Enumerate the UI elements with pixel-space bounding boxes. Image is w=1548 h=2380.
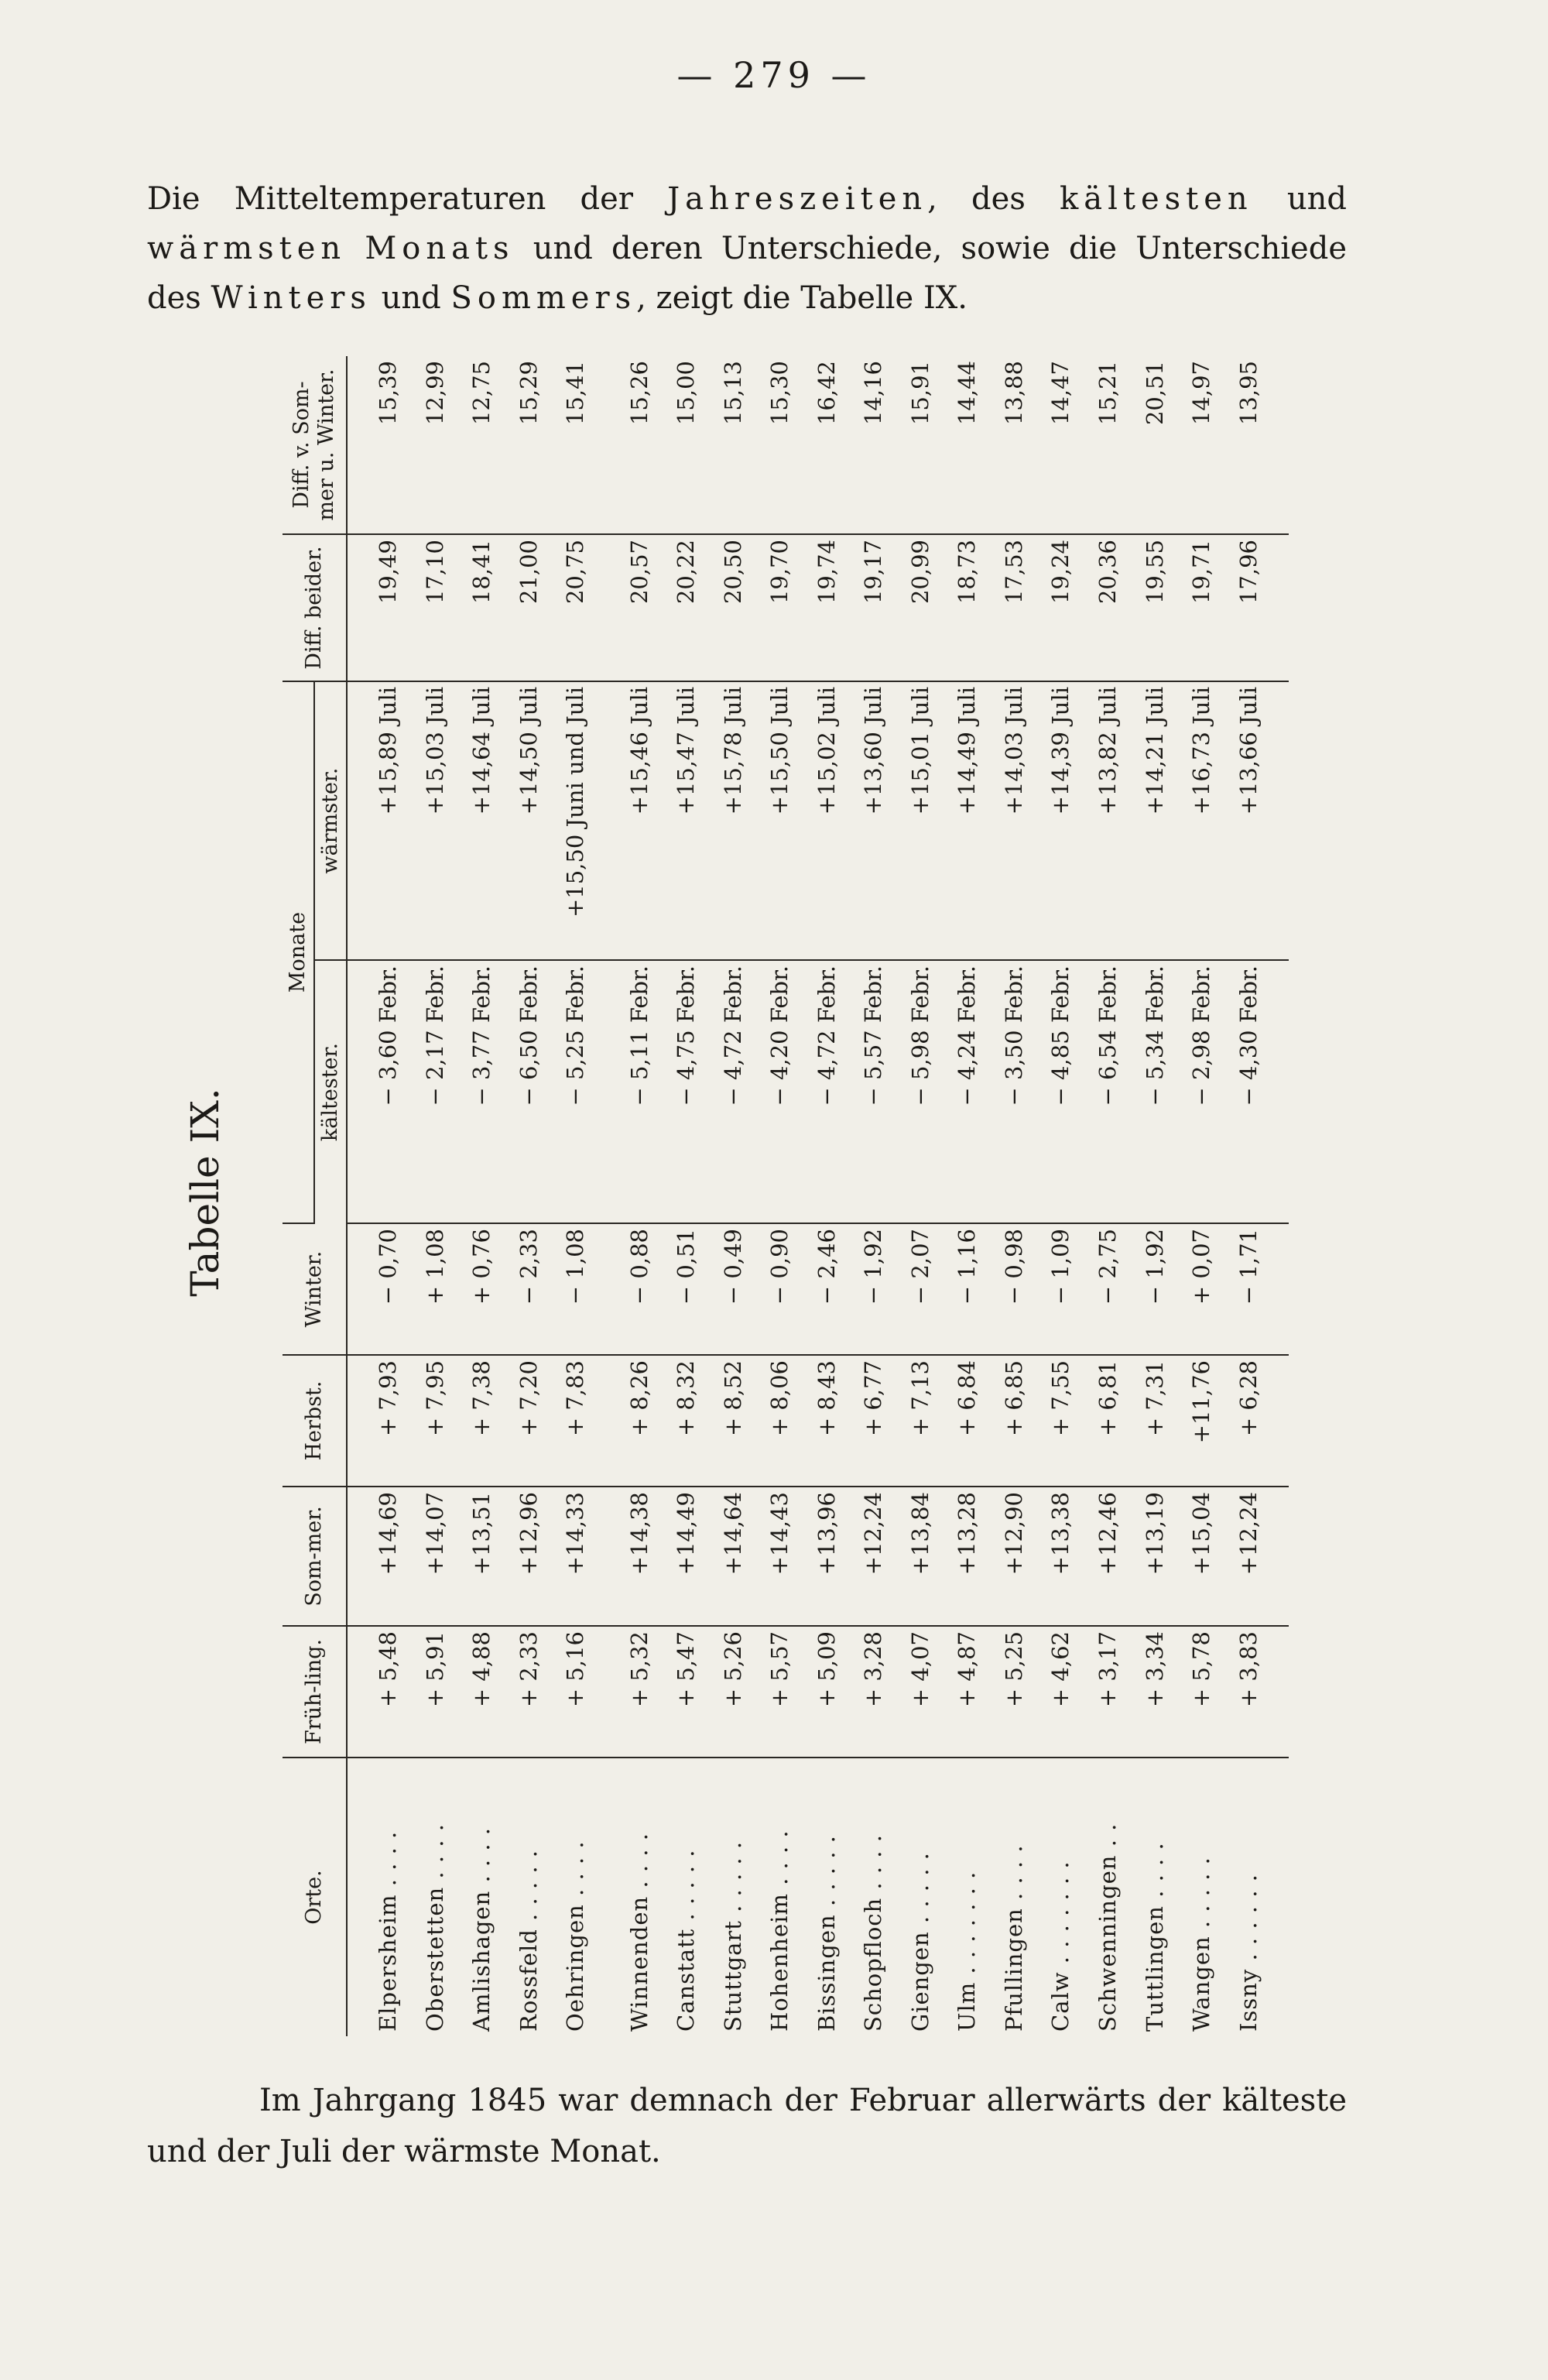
cell-waermster: +15,78 Juli: [710, 681, 757, 960]
cell-herbst: + 6,85: [991, 1355, 1038, 1487]
table-caption: Tabelle IX.: [183, 1088, 228, 1297]
cell-kaeltester: − 4,75 Febr.: [663, 960, 710, 1223]
cell-waermster: +14,49 Juli: [944, 681, 991, 960]
cell-herbst: + 7,93: [365, 1355, 412, 1487]
table-spacer-top: [347, 356, 365, 2036]
cell-fruehling: + 5,25: [991, 1626, 1038, 1758]
cell-diff: 17,96: [1224, 534, 1272, 681]
cell-fruehling: + 5,47: [663, 1626, 710, 1758]
cell-fruehling: + 5,32: [616, 1626, 663, 1758]
cell-waermster: +13,66 Juli: [1224, 681, 1272, 960]
closing-paragraph: [147, 2075, 1347, 2177]
intro-emph-sommers: Sommers: [450, 280, 637, 316]
cell-herbst: + 8,26: [616, 1355, 663, 1487]
cell-fruehling: + 4,88: [458, 1626, 505, 1758]
cell-kaeltester: − 5,25 Febr.: [552, 960, 599, 1223]
cell-herbst: + 6,81: [1084, 1355, 1132, 1487]
cell-ort: Rossfeld . . . . .: [515, 1850, 542, 2032]
table-row: [850, 356, 897, 2036]
cell-herbst: + 7,31: [1131, 1355, 1178, 1487]
cell-winter: − 0,49: [710, 1223, 757, 1355]
cell-ort: Oberstetten . . . .: [421, 1823, 448, 2032]
header-orte: Orte.: [283, 1758, 347, 2036]
cell-ort: Amlishagen . . . .: [468, 1827, 495, 2032]
cell-sommer: +14,69: [365, 1487, 412, 1626]
cell-winter: − 2,07: [897, 1223, 944, 1355]
cell-diff: 19,17: [850, 534, 897, 681]
cell-diff: 19,24: [1037, 534, 1084, 681]
cell-fruehling: + 5,91: [412, 1626, 459, 1758]
cell-ort: Pfullingen . . . .: [1000, 1844, 1027, 2032]
intro-text-2: , des: [927, 181, 1060, 217]
cell-ort: Winnenden . . . .: [625, 1833, 652, 2032]
cell-herbst: + 6,28: [1224, 1355, 1272, 1487]
cell-diff: 20,36: [1084, 534, 1132, 681]
cell-waermster: +14,21 Juli: [1131, 681, 1178, 960]
cell-diff: 20,50: [710, 534, 757, 681]
cell-sommer: +13,84: [897, 1487, 944, 1626]
cell-fruehling: + 4,07: [897, 1626, 944, 1758]
cell-ort: Schwenningen . .: [1094, 1823, 1121, 2032]
cell-diff-sw: 13,88: [991, 356, 1038, 534]
cell-waermster: +15,89 Juli: [365, 681, 412, 960]
cell-kaeltester: − 4,72 Febr.: [803, 960, 851, 1223]
cell-diff: 20,22: [663, 534, 710, 681]
cell-winter: − 1,92: [850, 1223, 897, 1355]
header-winter: Winter.: [283, 1223, 347, 1355]
intro-text-1: Die Mitteltemperaturen der: [147, 181, 668, 217]
table-row: [365, 356, 412, 2036]
cell-winter: − 0,70: [365, 1223, 412, 1355]
cell-diff: 20,75: [552, 534, 599, 681]
table-row: [1224, 356, 1272, 2036]
cell-ort: Tuttlingen . . . .: [1141, 1842, 1168, 2032]
cell-sommer: +12,96: [505, 1487, 553, 1626]
cell-winter: − 0,98: [991, 1223, 1038, 1355]
header-kaeltester: kältester.: [314, 960, 347, 1223]
table-row: [991, 356, 1038, 2036]
cell-fruehling: + 5,48: [365, 1626, 412, 1758]
cell-waermster: +14,39 Juli: [1037, 681, 1084, 960]
cell-kaeltester: − 5,98 Febr.: [897, 960, 944, 1223]
cell-waermster: +14,03 Juli: [991, 681, 1038, 960]
cell-herbst: + 8,52: [710, 1355, 757, 1487]
cell-fruehling: + 3,83: [1224, 1626, 1272, 1758]
cell-fruehling: + 5,09: [803, 1626, 851, 1758]
cell-diff: 18,41: [458, 534, 505, 681]
cell-waermster: +15,50 Juli: [756, 681, 803, 960]
cell-ort: Hohenheim . . . .: [766, 1830, 793, 2032]
cell-diff: 17,10: [412, 534, 459, 681]
cell-waermster: +15,03 Juli: [412, 681, 459, 960]
cell-winter: − 1,92: [1131, 1223, 1178, 1355]
table-rotator: [283, 356, 1289, 2036]
cell-kaeltester: − 4,24 Febr.: [944, 960, 991, 1223]
header-fruehling: Früh-ling.: [283, 1626, 347, 1758]
table-row: [552, 356, 599, 2036]
intro-text-7: , zeigt die Tabelle IX.: [636, 280, 968, 316]
cell-ort: Wangen . . . . .: [1188, 1857, 1215, 2032]
table-row: [458, 356, 505, 2036]
cell-kaeltester: − 5,57 Febr.: [850, 960, 897, 1223]
cell-sommer: +13,38: [1037, 1487, 1084, 1626]
cell-ort: Bissingen . . . . .: [813, 1835, 840, 2032]
cell-diff: 19,71: [1178, 534, 1225, 681]
cell-sommer: +13,19: [1131, 1487, 1178, 1626]
intro-paragraph: [147, 174, 1347, 323]
cell-sommer: +13,28: [944, 1487, 991, 1626]
cell-kaeltester: − 5,34 Febr.: [1131, 960, 1178, 1223]
cell-kaeltester: − 6,54 Febr.: [1084, 960, 1132, 1223]
table-spacer-group: [599, 356, 616, 2036]
cell-diff-sw: 15,91: [897, 356, 944, 534]
cell-diff-sw: 14,97: [1178, 356, 1225, 534]
cell-ort: Elpersheim . . . .: [375, 1830, 402, 2032]
header-herbst: Herbst.: [283, 1355, 347, 1487]
cell-winter: − 1,09: [1037, 1223, 1084, 1355]
cell-waermster: +15,02 Juli: [803, 681, 851, 960]
cell-herbst: + 7,83: [552, 1355, 599, 1487]
cell-diff-sw: 15,13: [710, 356, 757, 534]
intro-text-3: und: [1252, 181, 1348, 217]
cell-herbst: + 8,43: [803, 1355, 851, 1487]
cell-herbst: + 7,20: [505, 1355, 553, 1487]
intro-emph-winters: Winters: [211, 280, 372, 316]
table-row: [663, 356, 710, 2036]
cell-ort: Calw . . . . . . .: [1047, 1860, 1074, 2032]
cell-diff: 19,70: [756, 534, 803, 681]
cell-diff-sw: 15,41: [552, 356, 599, 534]
cell-sommer: +12,46: [1084, 1487, 1132, 1626]
cell-kaeltester: − 6,50 Febr.: [505, 960, 553, 1223]
cell-diff-sw: 15,26: [616, 356, 663, 534]
cell-ort: Issny . . . . . .: [1235, 1874, 1262, 2032]
cell-herbst: + 7,55: [1037, 1355, 1084, 1487]
table-container: [283, 356, 1289, 2036]
cell-kaeltester: − 3,50 Febr.: [991, 960, 1038, 1223]
cell-diff-sw: 13,95: [1224, 356, 1272, 534]
table-row: [1178, 356, 1225, 2036]
table-row: [1037, 356, 1084, 2036]
page-number: — 279 —: [676, 54, 872, 96]
cell-waermster: +14,64 Juli: [458, 681, 505, 960]
cell-sommer: +14,49: [663, 1487, 710, 1626]
cell-diff: 21,00: [505, 534, 553, 681]
cell-ort: Stuttgart . . . . .: [719, 1840, 746, 2032]
cell-winter: − 2,46: [803, 1223, 851, 1355]
cell-winter: − 2,75: [1084, 1223, 1132, 1355]
cell-waermster: +15,01 Juli: [897, 681, 944, 960]
cell-fruehling: + 3,17: [1084, 1626, 1132, 1758]
cell-waermster: +15,47 Juli: [663, 681, 710, 960]
cell-waermster: +13,60 Juli: [850, 681, 897, 960]
cell-sommer: +15,04: [1178, 1487, 1225, 1626]
cell-waermster: +16,73 Juli: [1178, 681, 1225, 960]
cell-winter: − 0,51: [663, 1223, 710, 1355]
cell-winter: − 1,71: [1224, 1223, 1272, 1355]
table-row: [505, 356, 553, 2036]
cell-diff: 19,55: [1131, 534, 1178, 681]
cell-diff-sw: 15,30: [756, 356, 803, 534]
table-row: [616, 356, 663, 2036]
header-waermster: wärmster.: [314, 681, 347, 960]
cell-winter: + 1,08: [412, 1223, 459, 1355]
cell-diff: 18,73: [944, 534, 991, 681]
intro-emph-waermsten: wärmsten: [147, 231, 347, 266]
cell-fruehling: + 5,26: [710, 1626, 757, 1758]
cell-waermster: +13,82 Juli: [1084, 681, 1132, 960]
cell-sommer: +14,43: [756, 1487, 803, 1626]
cell-waermster: +14,50 Juli: [505, 681, 553, 960]
cell-ort: Giengen . . . . .: [906, 1852, 933, 2032]
cell-diff-sw: 15,39: [365, 356, 412, 534]
cell-sommer: +14,64: [710, 1487, 757, 1626]
header-diff: Diff. beider.: [283, 534, 347, 681]
cell-fruehling: + 3,28: [850, 1626, 897, 1758]
table-row: [803, 356, 851, 2036]
cell-fruehling: + 5,16: [552, 1626, 599, 1758]
cell-kaeltester: − 4,85 Febr.: [1037, 960, 1084, 1223]
cell-waermster: +15,46 Juli: [616, 681, 663, 960]
cell-diff-sw: 15,21: [1084, 356, 1132, 534]
cell-diff-sw: 12,75: [458, 356, 505, 534]
cell-sommer: +12,24: [1224, 1487, 1272, 1626]
cell-kaeltester: − 2,17 Febr.: [412, 960, 459, 1223]
header-monate: Monate: [283, 681, 314, 1223]
cell-sommer: +12,90: [991, 1487, 1038, 1626]
cell-kaeltester: − 3,77 Febr.: [458, 960, 505, 1223]
cell-sommer: +13,51: [458, 1487, 505, 1626]
table-spacer-bottom: [1272, 356, 1289, 2036]
intro-text-6: und: [371, 280, 451, 316]
table-row: [1084, 356, 1132, 2036]
cell-ort: Ulm . . . . . . .: [954, 1871, 981, 2032]
intro-emph-kaeltesten: kältesten: [1060, 181, 1253, 217]
cell-sommer: +14,07: [412, 1487, 459, 1626]
cell-herbst: + 7,13: [897, 1355, 944, 1487]
cell-herbst: + 6,77: [850, 1355, 897, 1487]
cell-herbst: + 6,84: [944, 1355, 991, 1487]
table-row: [756, 356, 803, 2036]
table-row: [412, 356, 459, 2036]
intro-text-5: und deren Unterschiede, sowie die Unterschiede des: [147, 231, 1347, 316]
cell-sommer: +14,38: [616, 1487, 663, 1626]
cell-kaeltester: − 2,98 Febr.: [1178, 960, 1225, 1223]
cell-diff-sw: 14,47: [1037, 356, 1084, 534]
header-row-1: [283, 356, 314, 2036]
cell-herbst: + 7,38: [458, 1355, 505, 1487]
cell-kaeltester: − 4,30 Febr.: [1224, 960, 1272, 1223]
cell-kaeltester: − 4,72 Febr.: [710, 960, 757, 1223]
cell-herbst: +11,76: [1178, 1355, 1225, 1487]
cell-herbst: + 8,06: [756, 1355, 803, 1487]
cell-kaeltester: − 5,11 Febr.: [616, 960, 663, 1223]
cell-diff: 19,49: [365, 534, 412, 681]
cell-diff: 19,74: [803, 534, 851, 681]
cell-diff: 17,53: [991, 534, 1038, 681]
cell-winter: − 0,90: [756, 1223, 803, 1355]
cell-herbst: + 8,32: [663, 1355, 710, 1487]
table-row: [897, 356, 944, 2036]
cell-diff-sw: 16,42: [803, 356, 851, 534]
cell-kaeltester: − 3,60 Febr.: [365, 960, 412, 1223]
cell-diff-sw: 20,51: [1131, 356, 1178, 534]
climate-table: [283, 356, 1289, 2036]
cell-fruehling: + 5,78: [1178, 1626, 1225, 1758]
cell-diff: 20,57: [616, 534, 663, 681]
cell-diff-sw: 15,29: [505, 356, 553, 534]
cell-winter: − 2,33: [505, 1223, 553, 1355]
intro-emph-monats: Monats: [365, 231, 515, 266]
cell-winter: − 1,16: [944, 1223, 991, 1355]
cell-diff: 20,99: [897, 534, 944, 681]
cell-waermster: +15,50 Juni und Juli: [552, 681, 599, 960]
cell-diff-sw: 12,99: [412, 356, 459, 534]
header-sommer: Som-mer.: [283, 1487, 347, 1626]
cell-fruehling: + 4,87: [944, 1626, 991, 1758]
cell-fruehling: + 5,57: [756, 1626, 803, 1758]
cell-winter: − 0,88: [616, 1223, 663, 1355]
cell-sommer: +14,33: [552, 1487, 599, 1626]
table-row: [1131, 356, 1178, 2036]
cell-diff-sw: 14,44: [944, 356, 991, 534]
cell-sommer: +12,24: [850, 1487, 897, 1626]
table-row: [944, 356, 991, 2036]
cell-herbst: + 7,95: [412, 1355, 459, 1487]
closing-text: Im Jahrgang 1845 war demnach der Februar allerwärts der kälteste und der Juli der wärmste Monat.: [147, 2083, 1347, 2169]
cell-fruehling: + 3,34: [1131, 1626, 1178, 1758]
cell-winter: − 1,08: [552, 1223, 599, 1355]
header-diff-sommer-winter: Diff. v. Som-mer u. Winter.: [283, 356, 347, 534]
intro-emph-jahreszeiten: Jahreszeiten: [667, 181, 928, 217]
cell-diff-sw: 15,00: [663, 356, 710, 534]
cell-sommer: +13,96: [803, 1487, 851, 1626]
table-row: [710, 356, 757, 2036]
cell-winter: + 0,76: [458, 1223, 505, 1355]
cell-diff-sw: 14,16: [850, 356, 897, 534]
cell-ort: Canstatt . . . . .: [673, 1849, 700, 2032]
cell-ort: Schopfloch . . . .: [860, 1834, 887, 2032]
cell-kaeltester: − 4,20 Febr.: [756, 960, 803, 1223]
intro-text-4: [346, 231, 365, 266]
cell-fruehling: + 2,33: [505, 1626, 553, 1758]
cell-fruehling: + 4,62: [1037, 1626, 1084, 1758]
cell-ort: Oehringen . . . .: [562, 1840, 589, 2032]
cell-winter: + 0,07: [1178, 1223, 1225, 1355]
